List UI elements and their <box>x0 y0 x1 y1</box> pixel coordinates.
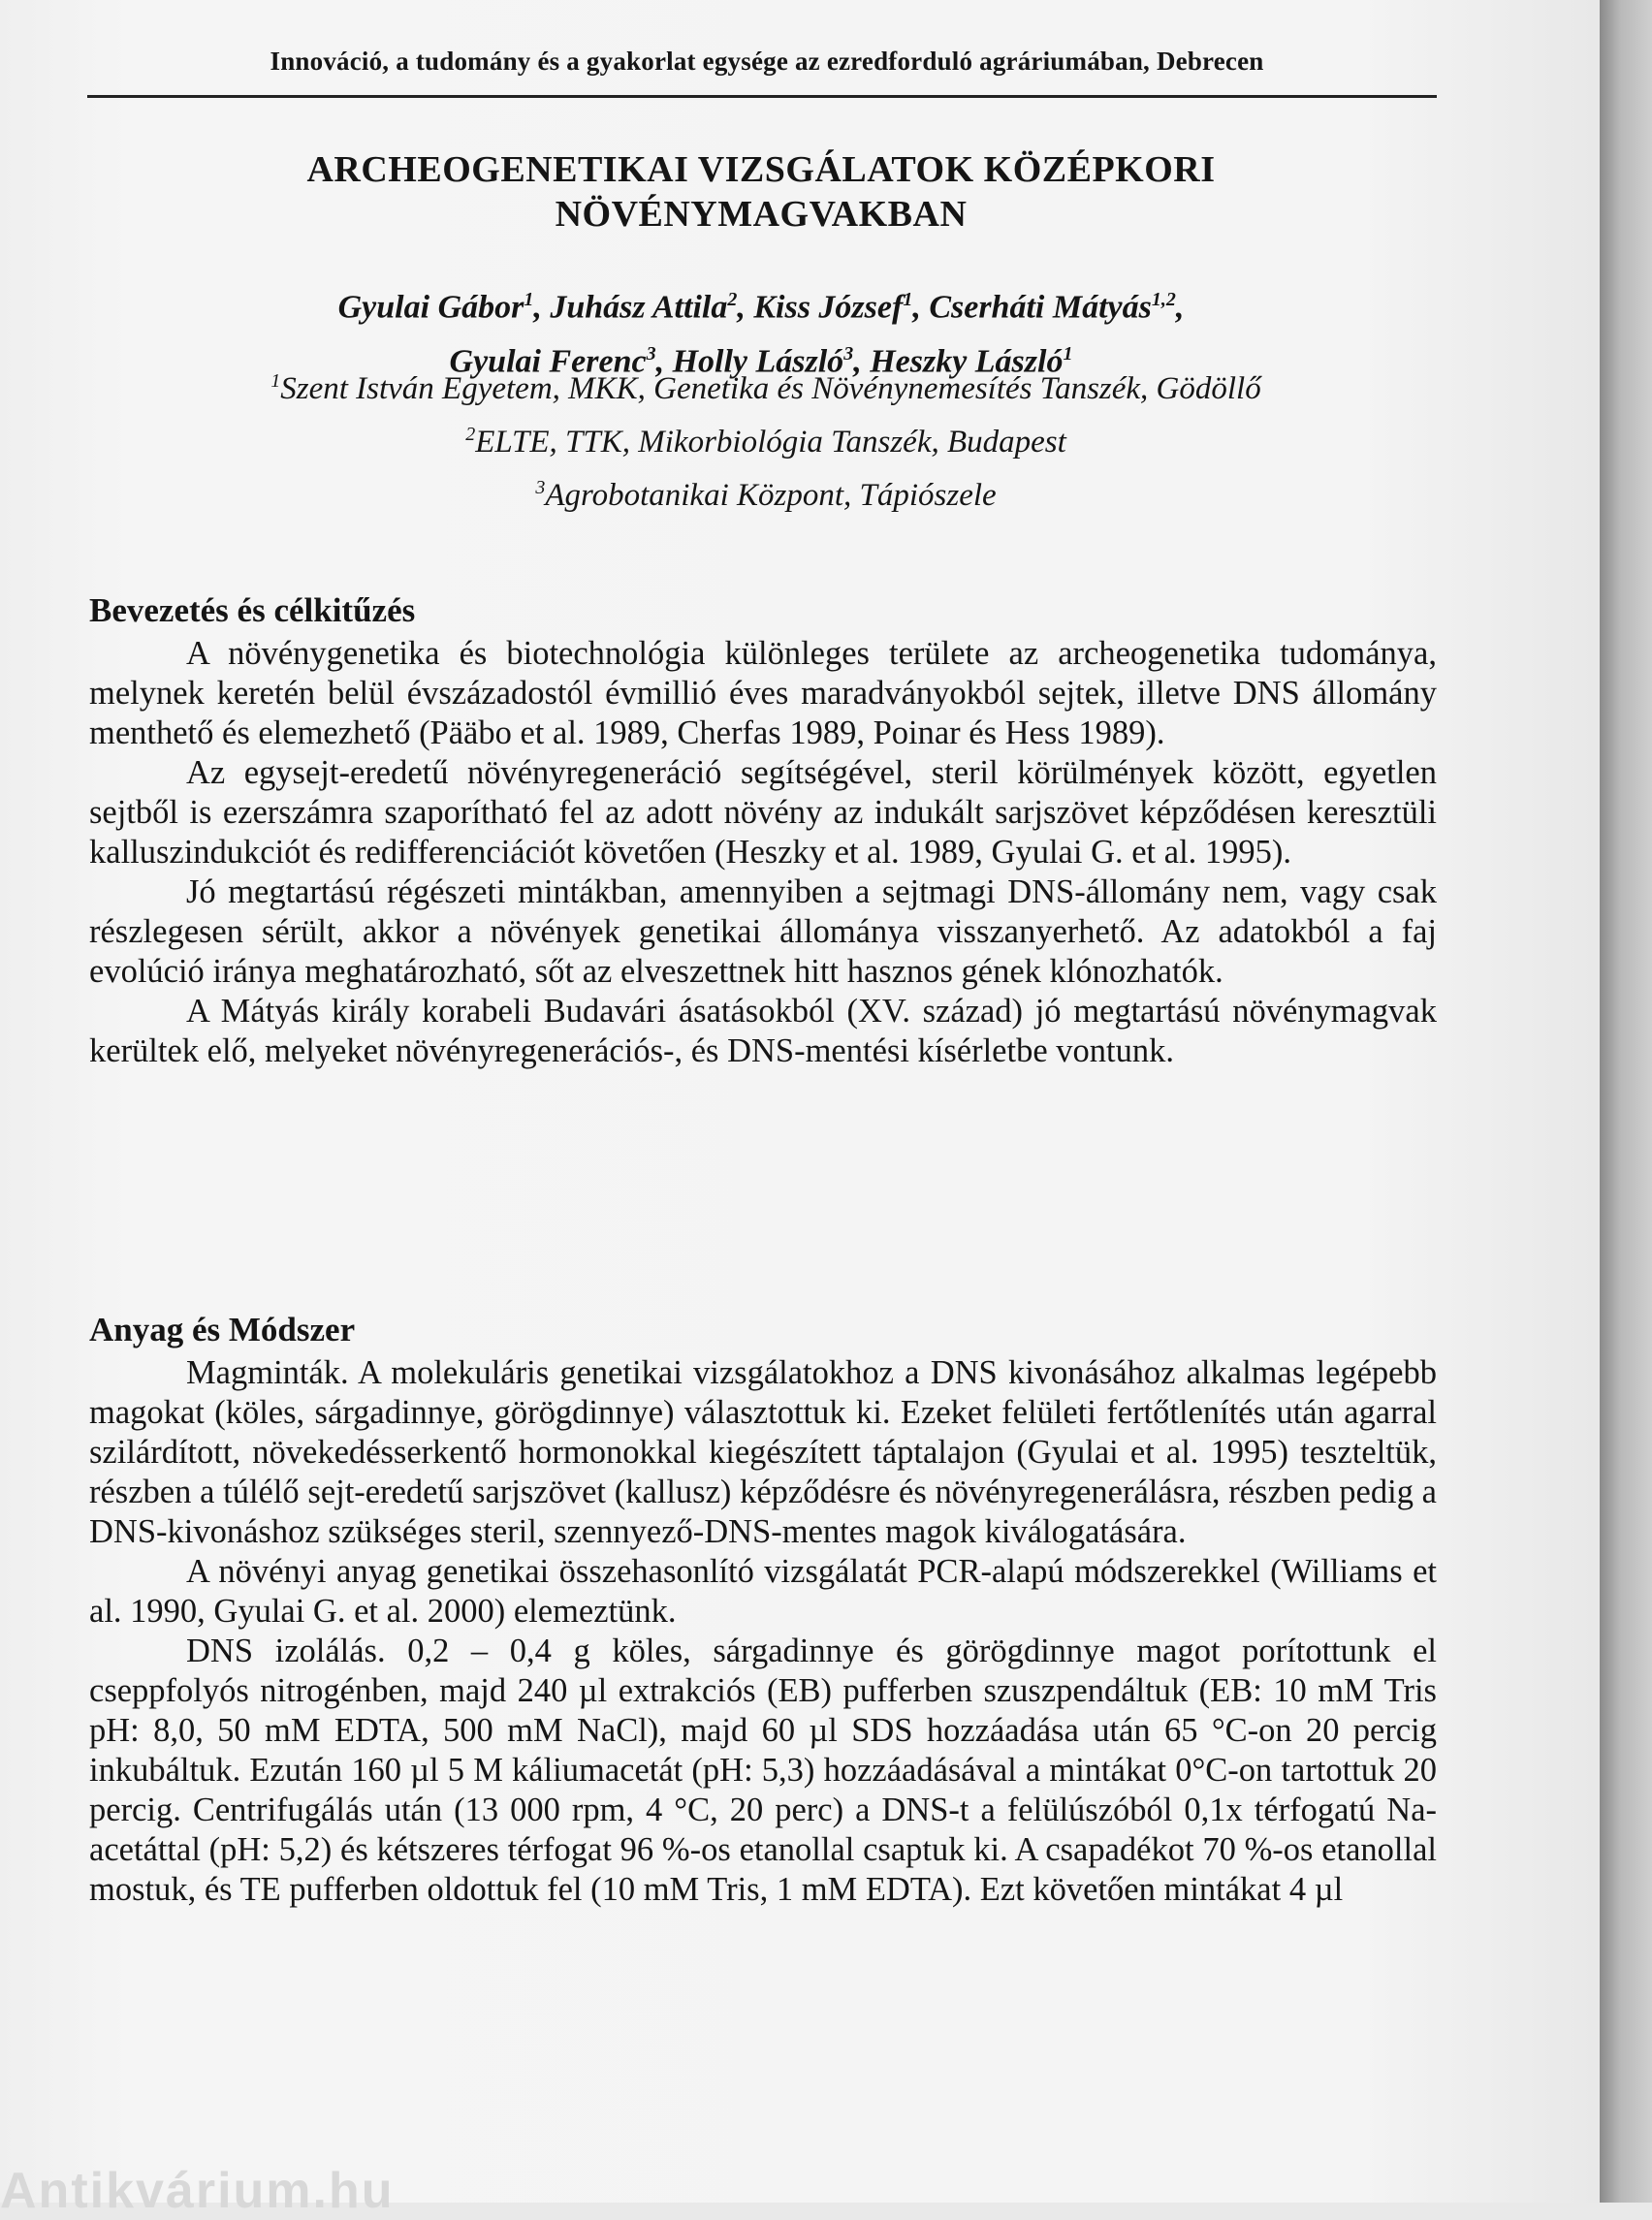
author-sup: 2 <box>727 289 738 310</box>
author-name: Gyulai Gábor <box>337 289 524 326</box>
authors-line-2: Gyulai Ferenc$^3$, Holly László$^3$, Heszky László$^1$ <box>449 343 1073 380</box>
section-heading: Anyag és Módszer <box>89 1311 356 1348</box>
affiliation-sup: 3 <box>535 477 546 498</box>
author-sup: 1 <box>1063 343 1073 365</box>
author-sup: 1 <box>903 289 913 310</box>
affiliation <box>97 465 1435 519</box>
paragraph: Jó megtartású régészeti mintákban, amennyiben a sejtmagi DNS-állomány nem, vagy csak részlegesen sérült, akkor a növények genetikai állománya visszanyerhető. Az adatokból a faj evolúció iránya meghatározható, sőt az elveszettnek hitt hasznos gének klónozhatók. <box>89 873 1437 990</box>
affiliation-sup: 1 <box>270 370 281 392</box>
title-line-2: NÖVÉNYMAGVAKBAN <box>555 194 968 235</box>
section-heading: Bevezetés és célkitűzés <box>89 591 416 629</box>
affiliation-text: ELTE, TTK, Mikorbiológia Tanszék, Budapest <box>475 425 1066 460</box>
affiliation-text: Agrobotanikai Központ, Tápiószele <box>545 478 997 513</box>
paragraph: A növényi anyag genetikai összehasonlító vizsgálatát PCR-alapú módszerekkel (Williams et al. 1990, Gyulai G. et al. 2000) elemeztünk. <box>89 1553 1437 1630</box>
paragraph: A növénygenetika és biotechnológia különleges területe az archeogenetika tudománya, melynek keretén belül évszázadostól évmillió éves maradványokból sejtek, illetve DNS állomány menthető és elemezhető (Pääbo et al. 1989, Cherfas 1989, Poinar és Hess 1989). <box>89 635 1437 751</box>
author-sup: 3 <box>843 343 854 365</box>
author-name: Heszky László <box>870 343 1064 380</box>
running-header: Innováció, a tudomány és a gyakorlat egysége az ezredforduló agráriumában, Debrecen <box>270 47 1264 76</box>
author-sup: 1,2 <box>1151 289 1176 310</box>
author-sup: 1 <box>524 289 534 310</box>
author-name: Juhász Attila <box>550 289 728 326</box>
watermark: Antikvárium.hu <box>0 2163 395 2219</box>
affiliation <box>97 412 1435 465</box>
paragraph: A Mátyás király korabeli Budavári ásatásokból (XV. század) jó megtartású növénymagvak kerültek elő, melyeket növényregenerációs-, és DNS-mentési kísérletbe vontunk. <box>89 993 1437 1069</box>
author-name: Gyulai Ferenc <box>449 343 647 380</box>
title-line-1: ARCHEOGENETIKAI VIZSGÁLATOK KÖZÉPKORI <box>306 149 1216 190</box>
author-name: Kiss József <box>753 289 904 326</box>
affiliation <box>97 359 1435 412</box>
paragraph: DNS izolálás. 0,2 – 0,4 g köles, sárgadinnye és görögdinnye magot porítottunk el cseppfolyós nitrogénben, majd 240 µl extrakciós (EB) pufferben szuszpendáltuk (EB: 10 mM Tris pH: 8,0, 50 mM EDTA, 500 mM NaCl), majd 60 µl SDS hozzáadása után 65 °C-on 20 percig inkubáltuk. Ezután 160 µl 5 M káliumacetát (pH: 5,3) hozzáadásával a mintákat 0°C-on tartottuk 20 percig. Centrifugálás után (13 000 rpm, 4 °C, 20 perc) a DNS-t a felülúszóból 0,1x térfogatú Na-acetáttal (pH: 5,2) és kétszeres térfogat 96 %-os etanollal csaptuk ki. A csapadékot 70 %-os etanollal mostuk, és TE pufferben oldottuk fel (10 mM Tris, 1 mM EDTA). Ezt követően mintákat 4 µl <box>89 1633 1437 1908</box>
authors-line-1: Gyulai Gábor$^1$, Juhász Attila$^2$, Kiss József$^1$, Cserháti Mátyás$^{1,2}$, <box>337 289 1185 326</box>
article-title <box>116 147 1406 237</box>
header-rule <box>87 95 1437 98</box>
author-sup: 3 <box>646 343 656 365</box>
affiliation-text: Szent István Egyetem, MKK, Genetika és Növénynemesítés Tanszék, Gödöllő <box>280 371 1261 406</box>
section-materials-methods <box>89 1309 1437 1910</box>
author-name: Cserháti Mátyás <box>929 289 1152 326</box>
author-name: Holly László <box>672 343 844 380</box>
paragraph: Az egysejt-eredetű növényregeneráció segítségével, steril körülmények között, egyetlen sejtből is ezerszámra szaporítható fel az adott növény az indukált sarjszövet képződésen keresztüli kalluszindukciót és redifferenciációt követően (Heszky et al. 1989, Gyulai G. et al. 1995). <box>89 754 1437 871</box>
affiliation-list <box>97 359 1435 519</box>
paragraph: Magminták. A molekuláris genetikai vizsgálatokhoz a DNS kivonásához alkalmas legépebb magokat (köles, sárgadinnye, görögdinnye) választottuk ki. Ezeket felületi fertőtlenítés után agarral szilárdított, növekedésserkentő hormonokkal kiegészített táptalajon (Gyulai et al. 1995) teszteltük, részben a túlélő sejt-eredetű sarjszövet (kallusz) képződésre és növényregenerálásra, részben pedig a DNS-kivonáshoz szükséges steril, szennyező-DNS-mentes magok kiválogatására. <box>89 1354 1437 1550</box>
affiliation-sup: 2 <box>465 424 476 445</box>
section-introduction <box>89 589 1437 1071</box>
page-edge-shadow <box>1600 0 1652 2203</box>
